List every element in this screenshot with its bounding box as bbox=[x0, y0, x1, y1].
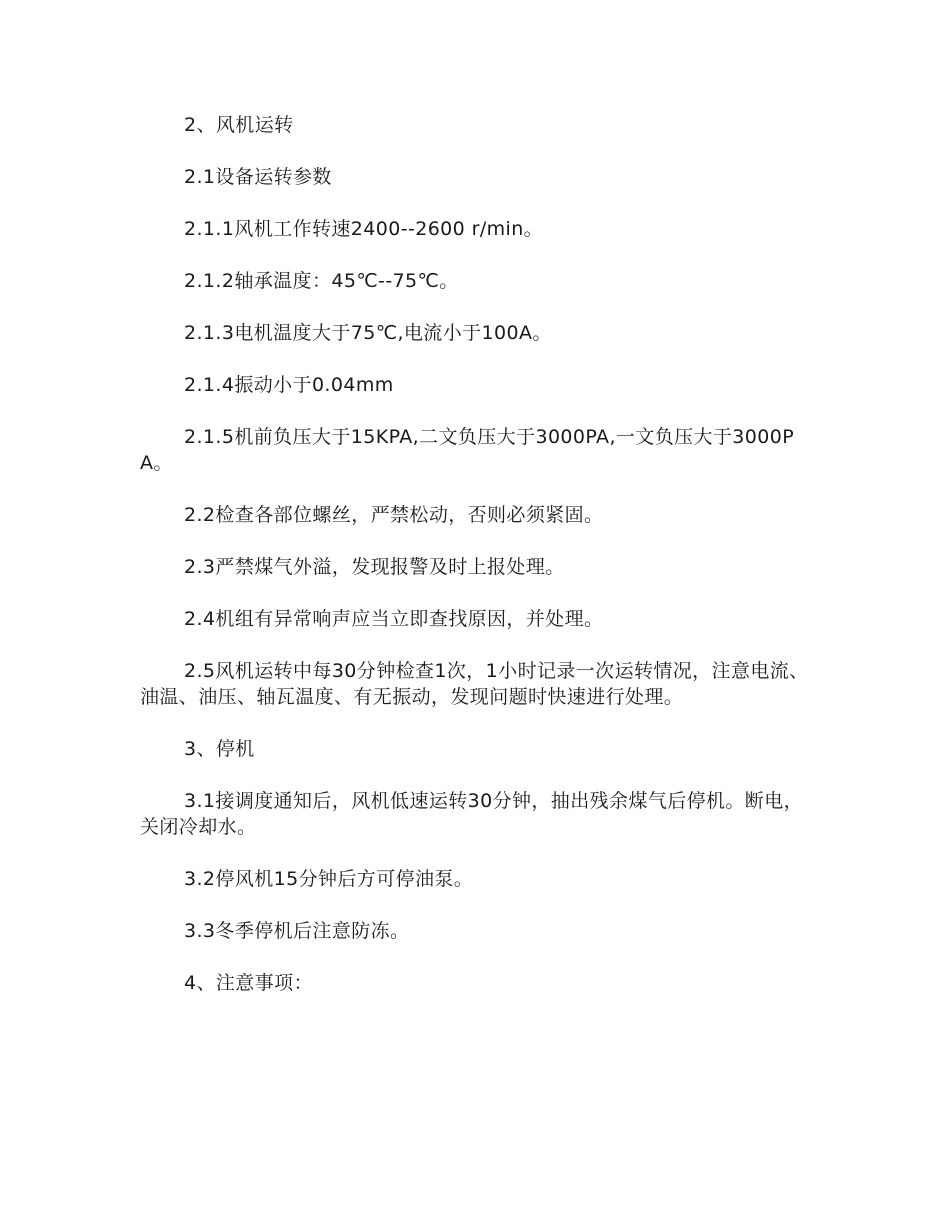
item-stop-oil-pump: 3.2停风机15分钟后方可停油泵。 bbox=[184, 868, 474, 890]
param-negative-pressure: 2.1.5机前负压大于15KPA,二文负压大于3000PA,一文负压大于3000PA。 bbox=[140, 426, 795, 474]
subsection-operating-parameters: 2.1设备运转参数 bbox=[184, 166, 332, 188]
item-abnormal-noise: 2.4机组有异常响声应当立即查找原因，并处理。 bbox=[184, 608, 604, 630]
section-heading-shutdown: 3、停机 bbox=[184, 738, 255, 760]
item-shutdown-procedure: 3.1接调度通知后，风机低速运转30分钟，抽出残余煤气后停机。断电，关闭冷却水。 bbox=[140, 790, 803, 838]
document-body bbox=[140, 112, 812, 1022]
item-winter-antifreeze: 3.3冬季停机后注意防冻。 bbox=[184, 920, 410, 942]
param-bearing-temperature: 2.1.2轴承温度：45℃--75℃。 bbox=[184, 270, 459, 292]
item-periodic-inspection: 2.5风机运转中每30分钟检查1次，1小时记录一次运转情况，注意电流、油温、油压、轴瓦温度、有无振动，发现问题时快速进行处理。 bbox=[140, 660, 809, 708]
item-check-screws: 2.2检查各部位螺丝，严禁松动，否则必须紧固。 bbox=[184, 504, 604, 526]
section-heading-fan-operation: 2、风机运转 bbox=[184, 114, 294, 136]
item-gas-leak: 2.3严禁煤气外溢，发现报警及时上报处理。 bbox=[184, 556, 565, 578]
param-vibration: 2.1.4振动小于0.04mm bbox=[184, 374, 394, 396]
param-fan-speed: 2.1.1风机工作转速2400--2600 r/min。 bbox=[184, 218, 544, 240]
section-heading-precautions: 4、注意事项： bbox=[184, 972, 313, 994]
param-motor-temperature: 2.1.3电机温度大于75℃,电流小于100A。 bbox=[184, 322, 552, 344]
